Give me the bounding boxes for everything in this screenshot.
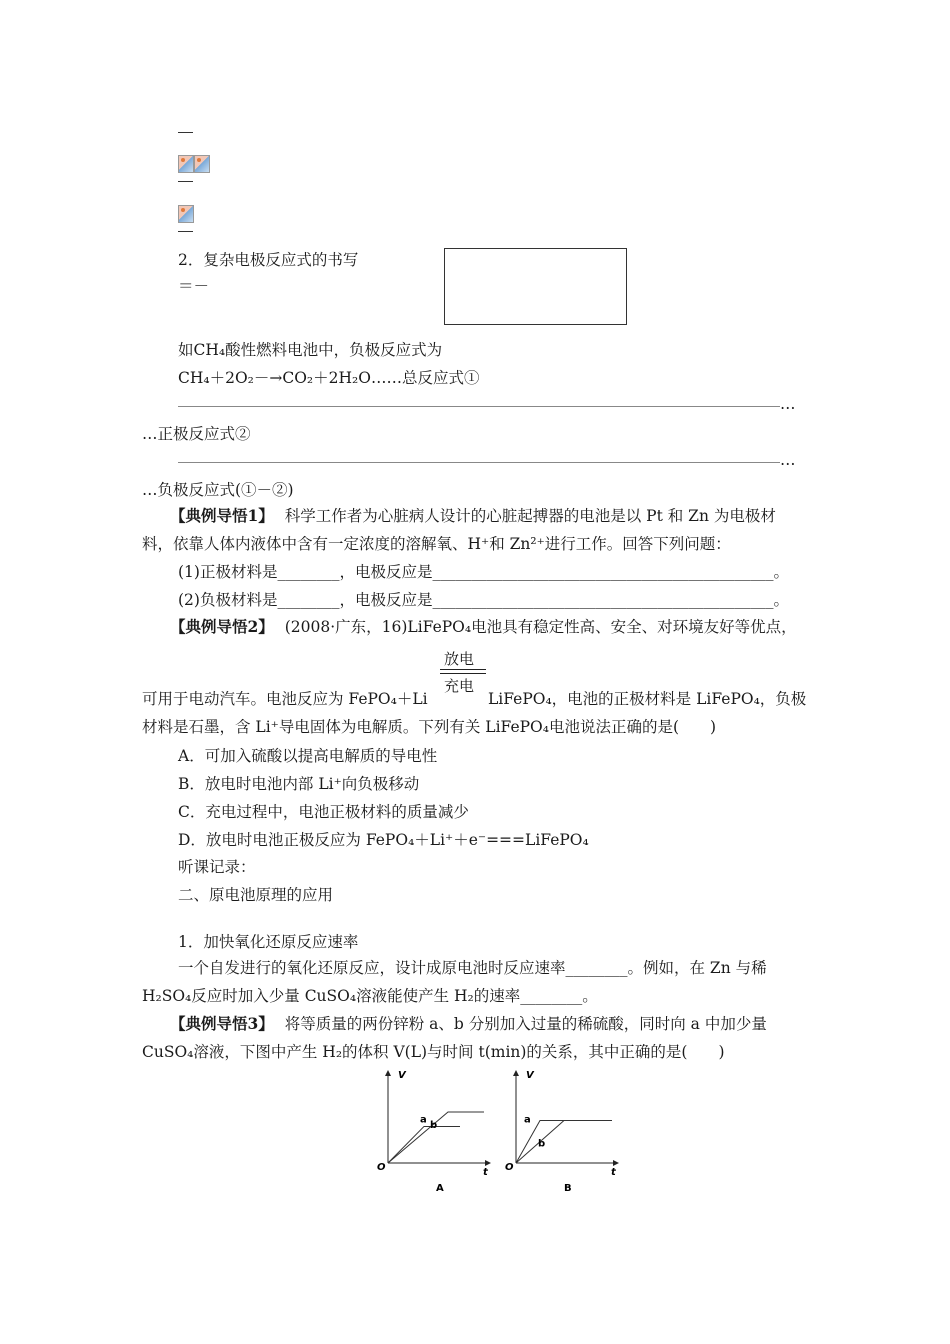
- example3-line2: CuSO₄溶液，下图中产生 H₂的体积 V(L)与时间 t(min)的关系，其中正确的是( ): [142, 1043, 725, 1061]
- discharge-label: 放电: [444, 650, 475, 668]
- example2-line2b: LiFePO₄，电池的正极材料是 LiFePO₄，负极: [488, 690, 807, 708]
- broken-image-icon: [178, 155, 194, 173]
- example2-line2a: 可用于电动汽车。电池反应为 FePO₄＋Li: [142, 690, 428, 708]
- reaction-total: CH₄＋2O₂－→CO₂＋2H₂O……总反应式①: [178, 369, 480, 387]
- y-axis-label: V: [526, 1070, 534, 1081]
- example1-tag: 【典例导悟1】: [170, 506, 274, 525]
- dash-mark: [178, 231, 193, 232]
- positive-reaction-label: …正极反应式②: [142, 425, 251, 443]
- broken-image-icon: [178, 205, 194, 223]
- volume-time-charts: [375, 1068, 635, 1194]
- chart-title: B: [564, 1183, 572, 1194]
- y-axis-arrow: [513, 1070, 519, 1076]
- series-label-b: b: [538, 1138, 546, 1150]
- option-c: C．充电过程中，电池正极材料的质量减少: [178, 803, 469, 821]
- section2-title: 二、原电池原理的应用: [178, 886, 334, 904]
- heading-complex-electrode: 2．复杂电极反应式的书写: [178, 251, 359, 269]
- example1-q2: (2)负极材料是________，电极反应是____________________________________________。: [178, 591, 789, 609]
- answer-line: [178, 406, 780, 407]
- example2-tag: 【典例导悟2】: [170, 617, 274, 636]
- series-line-a: [516, 1121, 612, 1164]
- dash-mark: [178, 132, 193, 133]
- option-d: D．放电时电池正极反应为 FePO₄＋Li⁺＋e⁻===LiFePO₄: [178, 831, 589, 849]
- x-axis-arrow: [613, 1160, 619, 1166]
- example2-line1: [170, 617, 797, 637]
- section2-p1: 一个自发进行的氧化还原反应，设计成原电池时反应速率________。例如，在 Zn 与稀: [178, 959, 767, 977]
- example2-text: (2008·广东，16)LiFePO₄电池具有稳定性高、安全、对环境友好等优点，: [284, 618, 797, 636]
- section2-sub1: 1．加快氧化还原反应速率: [178, 933, 359, 951]
- series-label-a: a: [420, 1114, 427, 1126]
- intro-text: 如CH₄酸性燃料电池中，负极反应式为: [178, 341, 443, 359]
- chart-title: A: [436, 1183, 444, 1194]
- example1-q1: (1)正极材料是________，电极反应是____________________________________________。: [178, 563, 789, 581]
- example1-text: 科学工作者为心脏病人设计的心脏起搏器的电池是以 Pt 和 Zn 为电极材: [284, 507, 776, 525]
- option-a: A．可加入硫酸以提高电解质的导电性: [178, 747, 438, 765]
- example3-tag: 【典例导悟3】: [170, 1014, 274, 1033]
- origin-label: O: [377, 1162, 386, 1173]
- section2-p2: H₂SO₄反应时加入少量 CuSO₄溶液能使产生 H₂的速率________。: [142, 987, 598, 1005]
- dash-mark: [178, 181, 193, 182]
- example2-line3: 材料是石墨，含 Li⁺导电固体为电解质。下列有关 LiFePO₄电池说法正确的是( ): [142, 718, 717, 736]
- charge-label: 充电: [444, 677, 475, 695]
- y-axis-label: V: [398, 1070, 406, 1081]
- notes-label: 听课记录：: [178, 858, 256, 876]
- example1-line2: 料，依靠人体内液体中含有一定浓度的溶解氧、H⁺和 Zn²⁺进行工作。回答下列问题：: [142, 535, 731, 553]
- option-b: B．放电时电池内部 Li⁺向负极移动: [178, 775, 420, 793]
- x-axis-label: t: [483, 1167, 488, 1178]
- ellipsis: …: [780, 451, 796, 469]
- arrow-line: [440, 669, 486, 670]
- broken-image-icon: [194, 155, 210, 173]
- answer-box: [444, 248, 627, 325]
- reversible-arrow: [440, 650, 492, 696]
- series-label-b: b: [430, 1120, 438, 1131]
- arrow-line: [440, 673, 486, 674]
- x-axis-label: t: [611, 1167, 616, 1178]
- example1-line1: [170, 506, 776, 526]
- origin-label: O: [505, 1162, 514, 1173]
- answer-line: [178, 462, 780, 463]
- example3-line1: [170, 1014, 767, 1034]
- equals-mark: ＝－: [178, 277, 210, 295]
- x-axis-arrow: [485, 1160, 491, 1166]
- negative-reaction-label: …负极反应式(①－②): [142, 481, 294, 499]
- series-line-b: [516, 1121, 612, 1164]
- ellipsis: …: [780, 395, 796, 413]
- series-label-a: a: [524, 1114, 531, 1126]
- y-axis-arrow: [385, 1070, 391, 1076]
- example3-text: 将等质量的两份锌粉 a、b 分别加入过量的稀硫酸，同时向 a 中加少量: [284, 1015, 767, 1033]
